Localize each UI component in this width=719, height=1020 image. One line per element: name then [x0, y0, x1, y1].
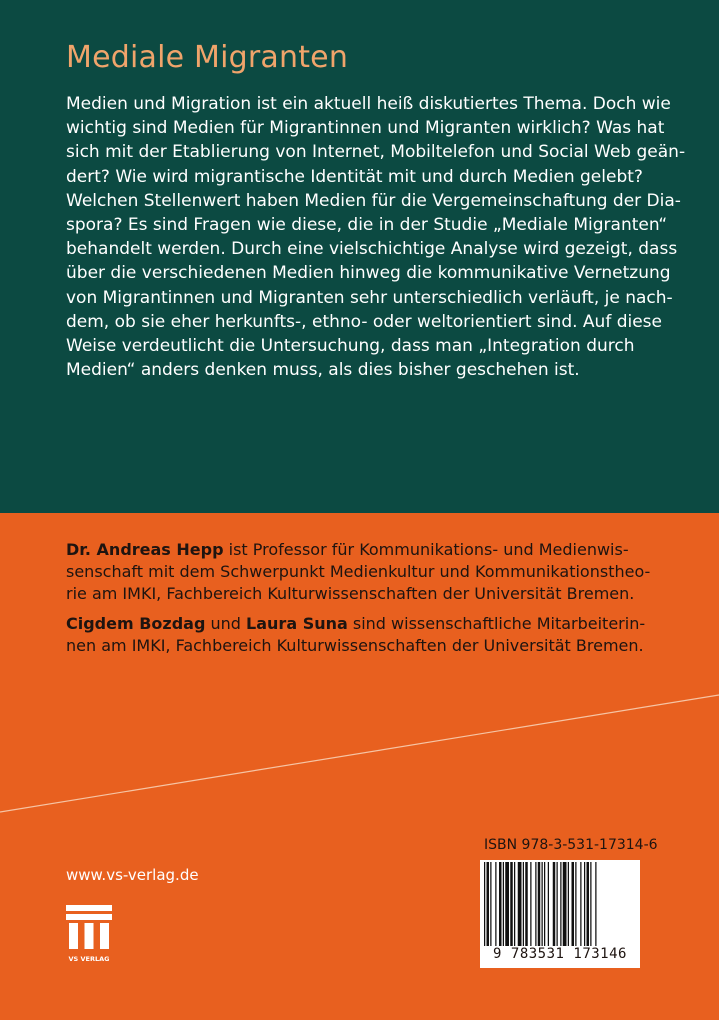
blurb-line: spora? Es sind Fragen wie diese, die in der Studie „Mediale Migranten“ [66, 215, 668, 236]
barcode-bar [490, 862, 491, 946]
barcode-bar [590, 862, 591, 946]
author-text: sind wissenschaftliche Mitarbeiterin- [347, 614, 646, 633]
barcode-bar [572, 862, 575, 946]
barcode-bar [568, 862, 569, 946]
author-line: nen am IMKI, Fachbereich Kulturwissenschaften der Universität Bremen. [66, 636, 644, 655]
author-line: senschaft mit dem Schwerpunkt Medienkultur und Kommunikationstheo- [66, 562, 651, 581]
barcode-bar [542, 862, 543, 946]
publisher-url[interactable]: www.vs-verlag.de [66, 866, 199, 884]
author-name: Cigdem Bozdag [66, 614, 206, 633]
barcode-bar [595, 862, 596, 946]
barcode-bar [484, 862, 485, 946]
barcode-bar [495, 862, 496, 946]
author-name: Dr. Andreas Hepp [66, 540, 224, 559]
author-text: ist Professor für Kommunikations- und Medienwis- [223, 540, 629, 559]
barcode-bar [530, 862, 531, 946]
barcode-bar [514, 862, 515, 946]
logo-text: VS VERLAG [68, 955, 110, 963]
blurb-text [66, 92, 686, 382]
author-line: rie am IMKI, Fachbereich Kulturwissenschaften der Universität Bremen. [66, 584, 635, 603]
author-info [66, 539, 656, 665]
barcode-bar [553, 862, 556, 946]
barcode-bar [580, 862, 581, 946]
author-line [66, 613, 656, 635]
barcode-bar [503, 862, 504, 946]
barcode-bar [587, 862, 590, 946]
blurb-line: Weise verdeutlicht die Untersuchung, dass man „Integration durch [66, 336, 635, 357]
author-paragraph-hepp [66, 539, 656, 605]
blurb-line: dert? Wie wird migrantische Identität mit und durch Medien gelebt? [66, 166, 643, 187]
author-line [66, 539, 656, 561]
barcode-bar [548, 862, 549, 946]
barcode-bar [487, 862, 490, 946]
barcode-bar [575, 862, 576, 946]
barcode-bar [499, 862, 502, 946]
barcode-bar [557, 862, 558, 946]
blurb-line: Medien und Migration ist ein aktuell heiß diskutiertes Thema. Doch wie [66, 94, 671, 114]
barcode-bar [510, 862, 513, 946]
barcode-bar [505, 862, 509, 946]
barcode-bar [584, 862, 585, 946]
blurb-line: dem, ob sie eher herkunfts-, ethno- oder weltorientiert sind. Auf diese [66, 311, 662, 332]
book-title: Mediale Migranten [66, 40, 349, 75]
blurb-line: Medien“ anders denken muss, als dies bisher geschehen ist. [66, 360, 580, 381]
blurb-line: wichtig sind Medien für Migrantinnen und Migranten wirklich? Was hat [66, 118, 665, 139]
blurb-line: sich mit der Etablierung von Internet, Mobiltelefon und Social Web geän- [66, 142, 686, 163]
blurb-line: behandelt werden. Durch eine vielschichtige Analyse wird gezeigt, dass [66, 239, 678, 260]
barcode-bar [544, 862, 545, 946]
barcode-bar [525, 862, 528, 946]
isbn-text: ISBN 978-3-531-17314-6 [484, 837, 658, 853]
barcode-bar [560, 862, 561, 946]
barcode-bar [518, 862, 522, 946]
blurb-line: über die verschiedenen Medien hinweg die kommunikative Vernetzung [66, 263, 671, 284]
barcode-bar [523, 862, 524, 946]
vs-verlag-logo [66, 905, 112, 965]
blurb-line: von Migrantinnen und Migranten sehr unterschiedlich verläuft, je nach- [66, 287, 673, 308]
author-name: Laura Suna [246, 614, 348, 633]
barcode-number: 9 783531 173146 [480, 946, 640, 962]
barcode-bars [480, 862, 640, 952]
barcode-bar [538, 862, 541, 946]
blurb-line: Welchen Stellenwert haben Medien für die Vergemeinschaftung der Dia- [66, 190, 681, 211]
author-text: und [205, 614, 247, 633]
barcode-bar [563, 862, 567, 946]
barcode-bar [535, 862, 536, 946]
author-paragraph-bozdag-suna [66, 613, 656, 657]
